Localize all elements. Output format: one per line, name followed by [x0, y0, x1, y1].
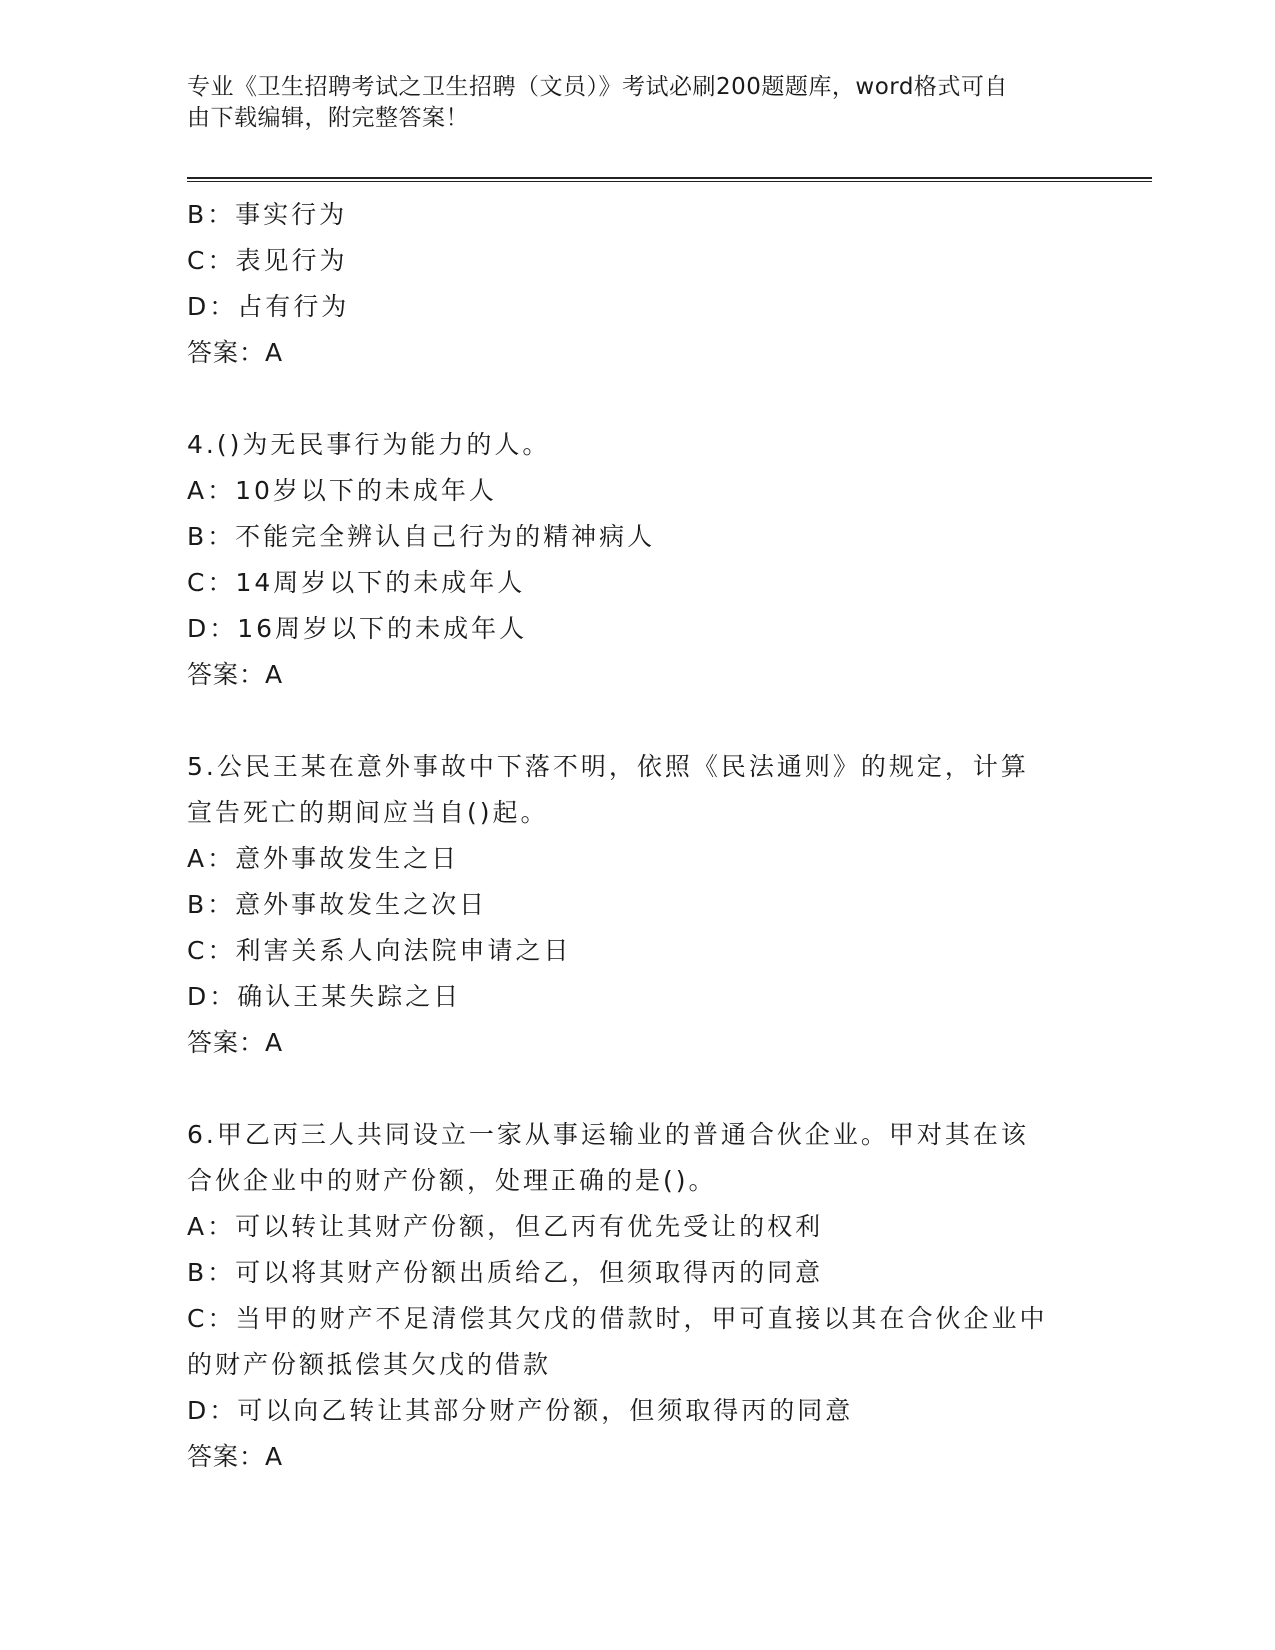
header-divider — [187, 177, 1152, 182]
option-c: C：表见行为 — [187, 246, 348, 275]
spacer — [187, 376, 1087, 422]
option-c: C：14周岁以下的未成年人 — [187, 568, 526, 597]
option-b: B：不能完全辨认自己行为的精神病人 — [187, 522, 656, 551]
question-stem: 5.公民王某在意外事故中下落不明，依照《民法通则》的规定，计算 — [187, 752, 1029, 781]
option-b: B：意外事故发生之次日 — [187, 890, 488, 919]
question-stem: 合伙企业中的财产份额，处理正确的是()。 — [187, 1166, 717, 1195]
option-d: D：确认王某失踪之日 — [187, 982, 462, 1011]
option-a: A：可以转让其财产份额，但乙丙有优先受让的权利 — [187, 1212, 824, 1241]
spacer — [187, 1066, 1087, 1112]
question-stem: 宣告死亡的期间应当自()起。 — [187, 798, 549, 827]
question-stem: 4.()为无民事行为能力的人。 — [187, 430, 551, 459]
option-d: D：16周岁以下的未成年人 — [187, 614, 528, 643]
question-list — [187, 192, 1087, 1480]
spacer — [187, 698, 1087, 744]
question-6 — [187, 1112, 1087, 1480]
question-stem: 6.甲乙丙三人共同设立一家从事运输业的普通合伙企业。甲对其在该 — [187, 1120, 1029, 1149]
option-c: C：当甲的财产不足清偿其欠戊的借款时，甲可直接以其在合伙企业中 — [187, 1304, 1048, 1333]
answer-line: 答案：A — [187, 338, 284, 367]
answer-line: 答案：A — [187, 1442, 284, 1471]
option-d: D：占有行为 — [187, 292, 350, 321]
page-header — [187, 72, 1067, 134]
option-c: C：利害关系人向法院申请之日 — [187, 936, 572, 965]
header-title-line-1: 专业《卫生招聘考试之卫生招聘（文员）》考试必刷200题题库，word格式可自 — [187, 74, 1008, 100]
option-a: A：意外事故发生之日 — [187, 844, 460, 873]
option-d: D：可以向乙转让其部分财产份额，但须取得丙的同意 — [187, 1396, 854, 1425]
option-b: B：事实行为 — [187, 200, 348, 229]
answer-line: 答案：A — [187, 660, 284, 689]
question-3-continued — [187, 192, 1087, 376]
option-c-continued: 的财产份额抵偿其欠戊的借款 — [187, 1350, 552, 1379]
header-title-line-2: 由下载编辑，附完整答案！ — [187, 105, 469, 131]
answer-line: 答案：A — [187, 1028, 284, 1057]
option-a: A：10岁以下的未成年人 — [187, 476, 497, 505]
option-b: B：可以将其财产份额出质给乙，但须取得丙的同意 — [187, 1258, 824, 1287]
question-5 — [187, 744, 1087, 1066]
question-4 — [187, 422, 1087, 698]
